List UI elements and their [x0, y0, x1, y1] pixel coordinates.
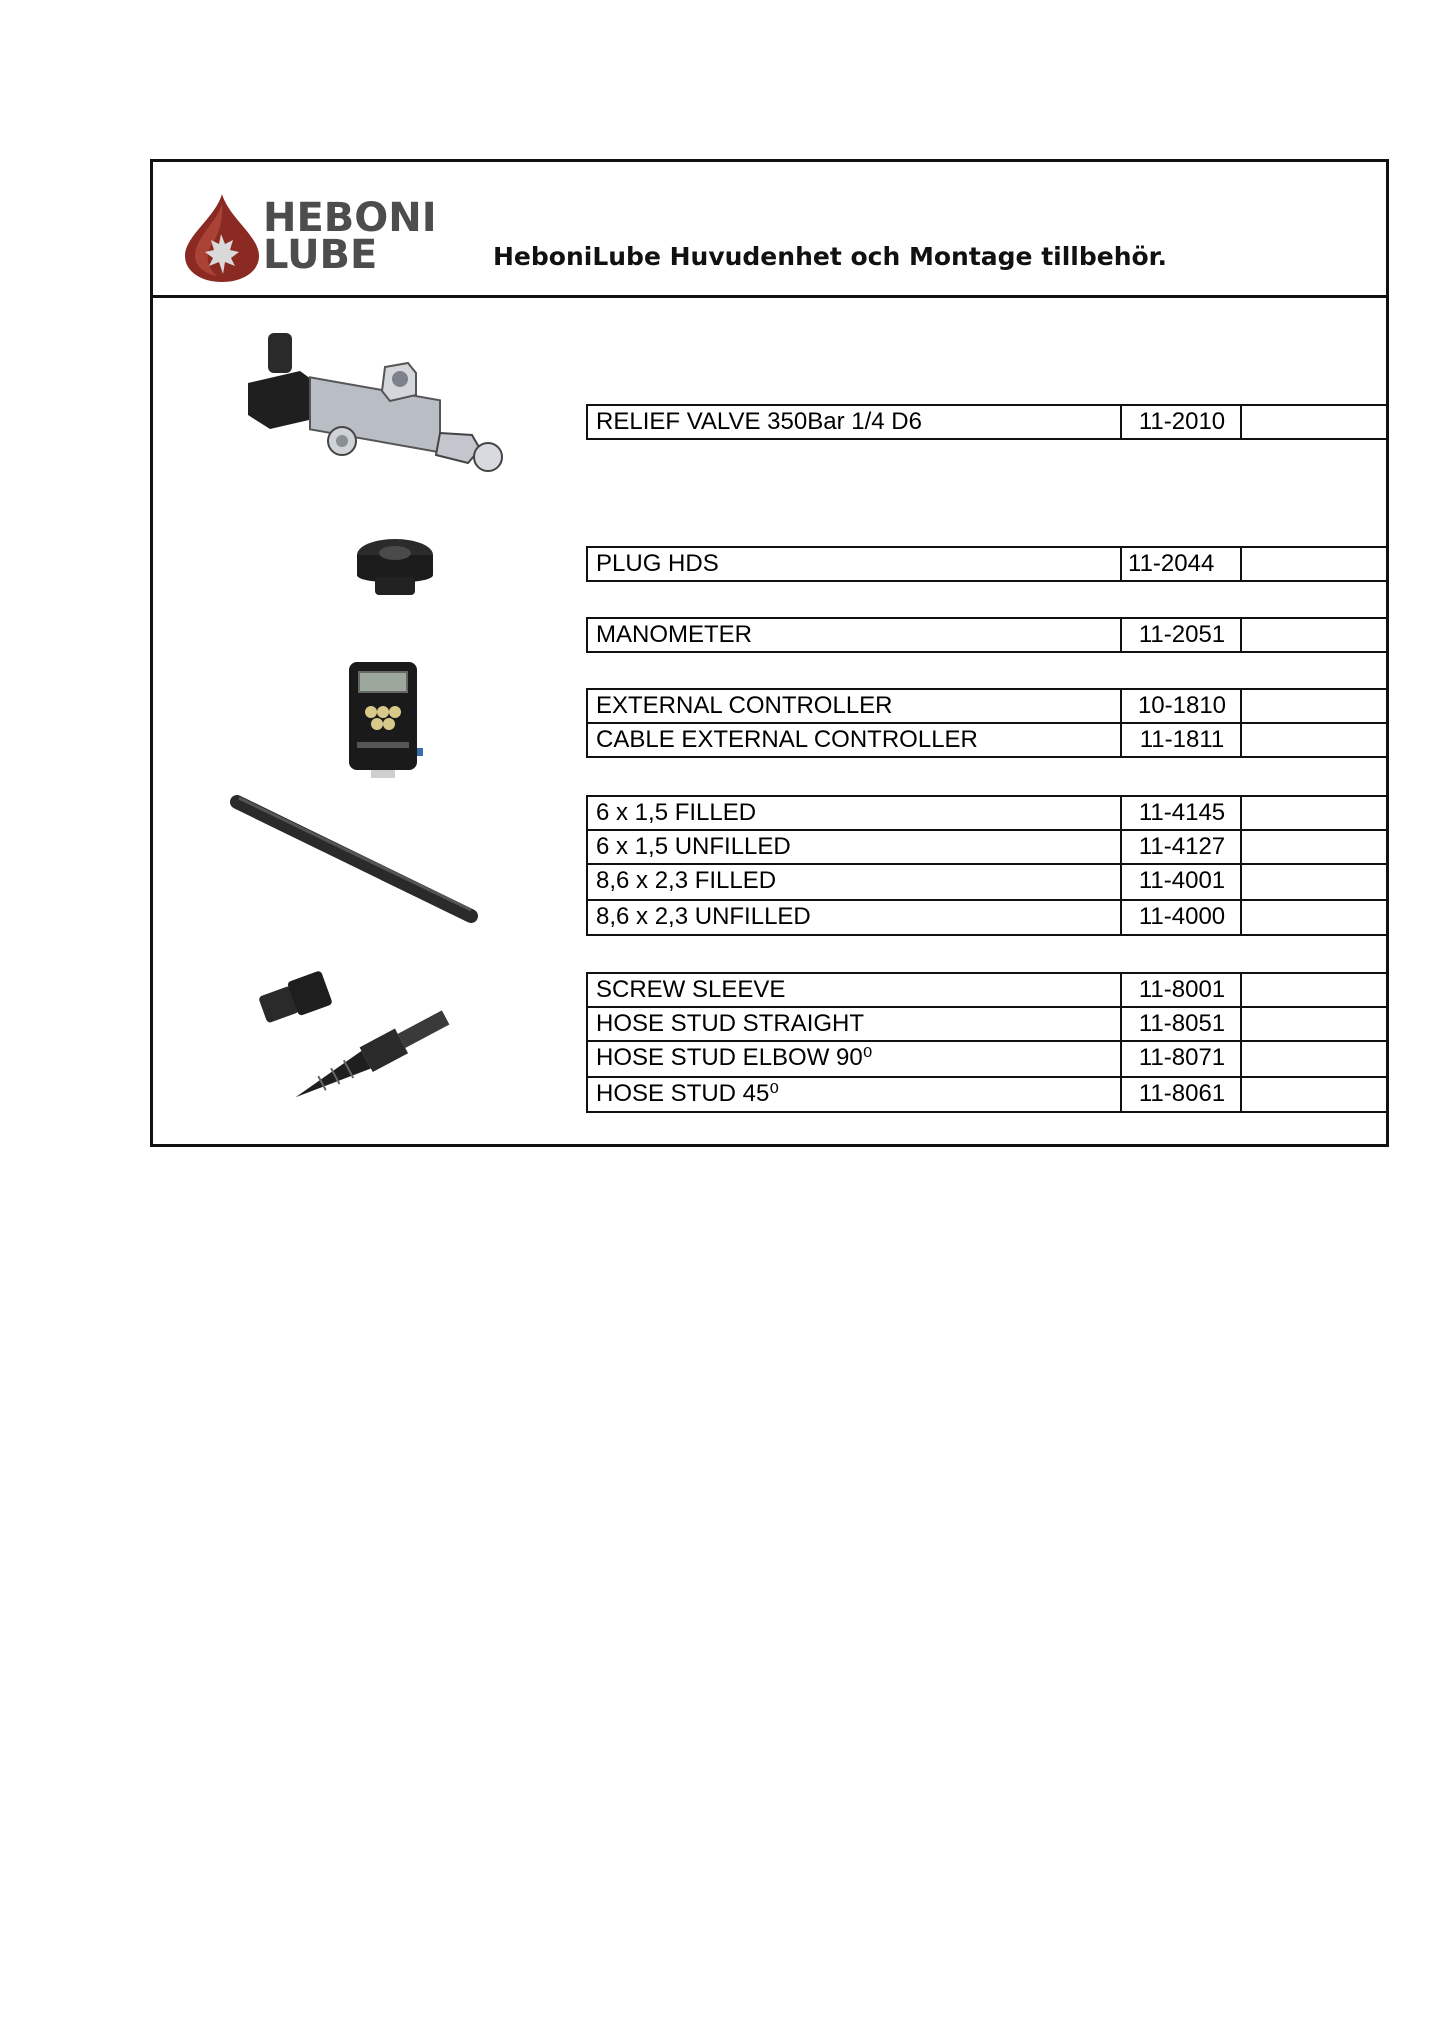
- item-code: 11-8071: [1120, 1042, 1242, 1076]
- item-code: 11-4001: [1120, 865, 1242, 899]
- table-row: [586, 831, 1389, 865]
- blank-cell: [1240, 797, 1387, 829]
- page-title: HeboniLube Huvudenhet och Montage tillbehör.: [493, 242, 1167, 271]
- item-code: 10-1810: [1120, 690, 1242, 722]
- table-row: [586, 1042, 1389, 1078]
- table-row: [586, 688, 1389, 724]
- table-row: [586, 865, 1389, 901]
- plug-icon: [350, 535, 450, 605]
- header-divider: [153, 295, 1386, 298]
- item-code: 11-2051: [1120, 619, 1242, 651]
- item-description: 8,6 x 2,3 UNFILLED: [596, 903, 811, 930]
- blank-cell: [1240, 901, 1387, 934]
- item-description: HOSE STUD ELBOW 90⁰: [596, 1044, 873, 1071]
- table-row: [586, 724, 1389, 758]
- blank-cell: [1240, 619, 1387, 651]
- logo-line1: HEBONI: [263, 195, 437, 241]
- table-row: [586, 795, 1389, 831]
- fittings-icon: [255, 965, 465, 1105]
- item-code: 11-8001: [1120, 974, 1242, 1006]
- item-code: 11-2010: [1120, 406, 1242, 438]
- table-row: [586, 546, 1389, 582]
- blank-cell: [1240, 865, 1387, 899]
- blank-cell: [1240, 724, 1387, 756]
- blank-cell: [1240, 1078, 1387, 1111]
- item-code: 11-1811: [1120, 724, 1242, 756]
- item-description: 6 x 1,5 UNFILLED: [596, 833, 791, 860]
- item-code: 11-2044: [1120, 548, 1240, 580]
- blank-cell: [1240, 831, 1387, 863]
- item-description: HOSE STUD STRAIGHT: [596, 1010, 865, 1037]
- table-row: [586, 972, 1389, 1008]
- item-code: 11-8061: [1120, 1078, 1242, 1111]
- item-description: MANOMETER: [596, 621, 752, 648]
- table-row: [586, 617, 1389, 653]
- hose-icon: [225, 790, 485, 930]
- logo-line2: LUBE: [263, 232, 378, 278]
- item-description: 6 x 1,5 FILLED: [596, 799, 757, 826]
- blank-cell: [1240, 406, 1387, 438]
- item-description: RELIEF VALVE 350Bar 1/4 D6: [596, 408, 922, 435]
- blank-cell: [1240, 1042, 1387, 1076]
- item-code: 11-4127: [1120, 831, 1242, 863]
- controller-icon: [345, 658, 425, 778]
- table-row: [586, 1078, 1389, 1113]
- blank-cell: [1240, 1008, 1387, 1040]
- blank-cell: [1240, 548, 1387, 580]
- item-code: 11-4145: [1120, 797, 1242, 829]
- item-description: PLUG HDS: [596, 550, 719, 577]
- item-code: 11-4000: [1120, 901, 1242, 934]
- blank-cell: [1240, 974, 1387, 1006]
- item-description: HOSE STUD 45⁰: [596, 1080, 779, 1107]
- item-description: SCREW SLEEVE: [596, 976, 786, 1003]
- table-row: [586, 1008, 1389, 1042]
- item-description: EXTERNAL CONTROLLER: [596, 692, 893, 719]
- item-description: CABLE EXTERNAL CONTROLLER: [596, 726, 978, 753]
- item-description: 8,6 x 2,3 FILLED: [596, 867, 777, 894]
- item-code: 11-8051: [1120, 1008, 1242, 1040]
- table-row: [586, 404, 1389, 440]
- blank-cell: [1240, 690, 1387, 722]
- table-row: [586, 901, 1389, 936]
- heboni-lube-logo: [177, 190, 437, 280]
- relief-valve-icon: [240, 325, 520, 485]
- oil-drop-icon: [177, 190, 267, 285]
